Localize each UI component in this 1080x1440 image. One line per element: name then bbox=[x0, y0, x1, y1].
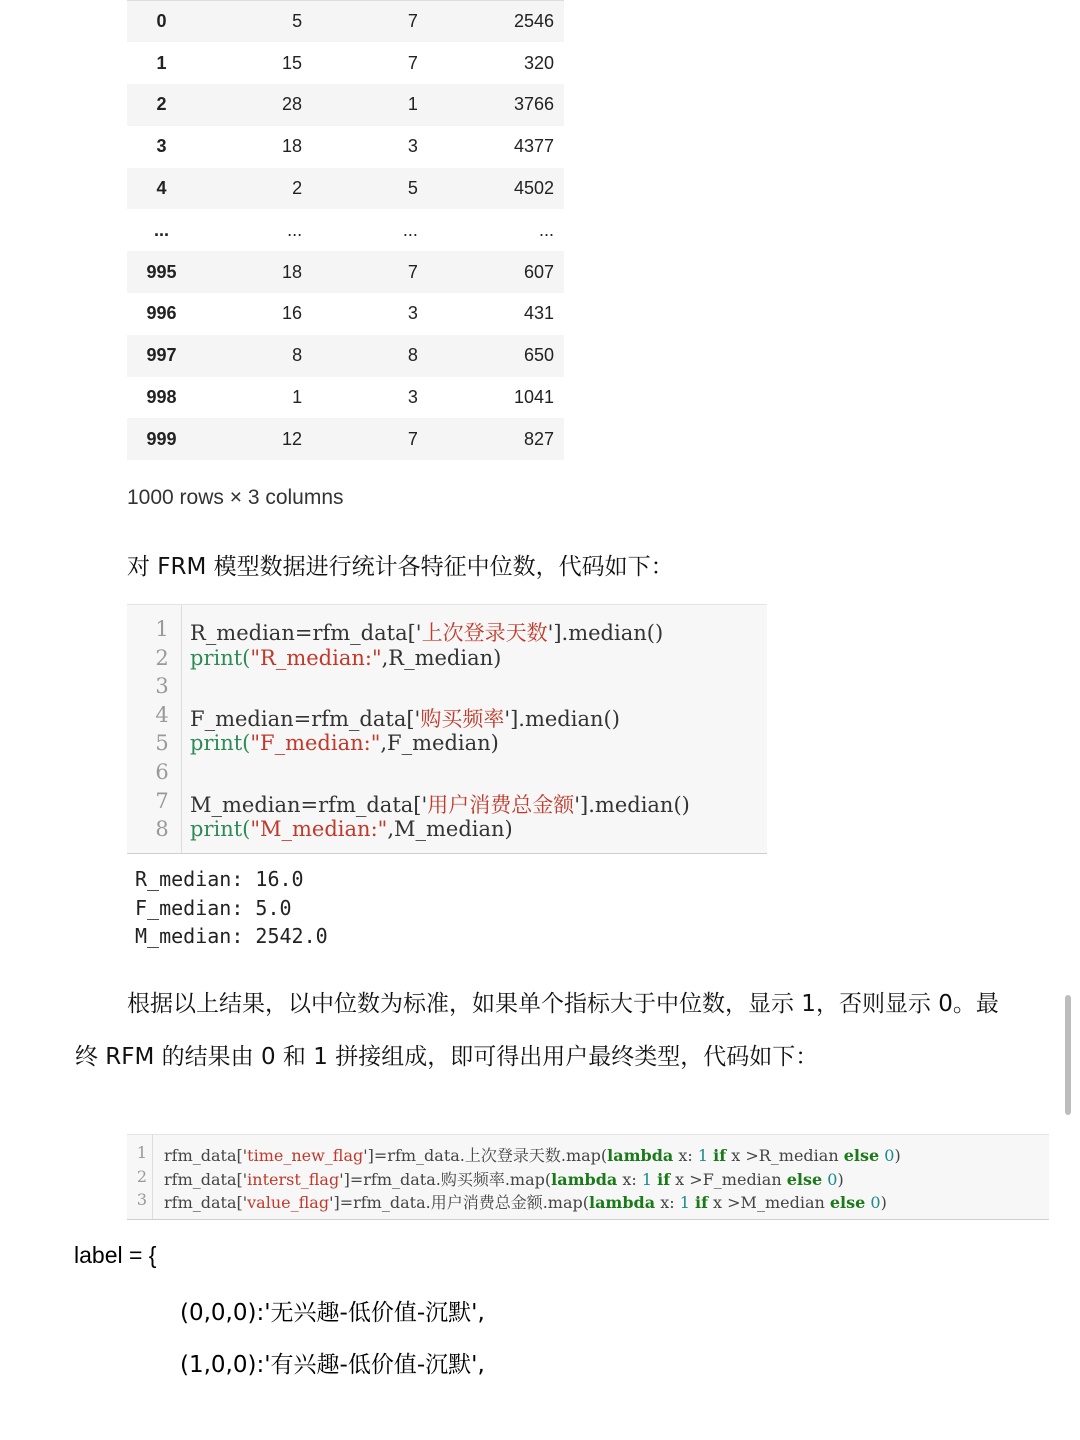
code-text: x: bbox=[655, 1193, 680, 1212]
row-index: 2 bbox=[156, 94, 167, 115]
label-item: (1,0,0):'有兴趣-低价值-沉默', bbox=[180, 1352, 485, 1378]
table-cell: 7 bbox=[407, 52, 418, 73]
table-cell: 18 bbox=[282, 261, 303, 282]
code-line bbox=[190, 617, 663, 647]
line-number: 2 bbox=[155, 645, 169, 670]
code-string: "M_median:" bbox=[250, 817, 388, 842]
table-cell: 7 bbox=[407, 261, 418, 282]
code-text: ']=rfm_data.上次登录天数.map( bbox=[363, 1146, 608, 1165]
row-index: ... bbox=[154, 219, 170, 240]
code-number: 1 bbox=[697, 1146, 709, 1165]
output-line: M_median: 2542.0 bbox=[135, 924, 328, 948]
code-keyword: else bbox=[786, 1169, 823, 1189]
code-keyword: if bbox=[694, 1193, 708, 1212]
table-cell: 15 bbox=[282, 52, 303, 73]
table-cell: 1 bbox=[407, 94, 418, 115]
table-cell: 4502 bbox=[513, 178, 554, 199]
code-string: interst_flag bbox=[247, 1169, 340, 1189]
row-index: 999 bbox=[146, 428, 177, 449]
code-line bbox=[164, 1143, 901, 1166]
label-item: (0,0,0):'无兴趣-低价值-沉默', bbox=[180, 1300, 485, 1326]
code-string: 用户消费总金额 bbox=[427, 792, 575, 817]
code-keyword: if bbox=[657, 1169, 671, 1189]
table-cell: ... bbox=[538, 219, 554, 240]
code-keyword: lambda bbox=[607, 1146, 674, 1165]
line-number: 1 bbox=[155, 617, 169, 641]
table-cell: 3 bbox=[407, 387, 418, 408]
table-row bbox=[127, 1, 564, 43]
dataframe-table bbox=[127, 0, 564, 460]
line-number: 6 bbox=[155, 760, 169, 784]
table-cell: 18 bbox=[282, 136, 303, 157]
line-number: 2 bbox=[136, 1166, 148, 1186]
table-row bbox=[127, 251, 564, 293]
code-number: 0 bbox=[870, 1193, 881, 1212]
table-cell: 7 bbox=[312, 1, 428, 43]
line-number: 8 bbox=[155, 817, 169, 842]
code-string: time_new_flag bbox=[247, 1146, 364, 1165]
table-row bbox=[127, 42, 564, 84]
table-cell: 8 bbox=[407, 345, 418, 366]
code-text: rfm_data[' bbox=[164, 1146, 248, 1165]
code-text: rfm_data[' bbox=[164, 1169, 248, 1189]
row-index: 1 bbox=[156, 52, 167, 73]
code-text: ) bbox=[837, 1169, 844, 1189]
vertical-scrollbar[interactable] bbox=[1065, 995, 1071, 1115]
table-cell: 7 bbox=[407, 428, 418, 449]
code-text: x >R_median bbox=[726, 1146, 844, 1165]
table-cell: 3766 bbox=[513, 94, 554, 115]
row-index: 998 bbox=[146, 387, 177, 408]
code-keyword: else bbox=[829, 1193, 866, 1212]
row-index: 995 bbox=[146, 261, 177, 282]
code-text: ,F_median) bbox=[380, 731, 499, 756]
code-line bbox=[190, 789, 690, 819]
table-cell: 1 bbox=[292, 387, 303, 408]
table-cell: ... bbox=[402, 219, 418, 240]
code-number: 0 bbox=[827, 1169, 838, 1189]
code-number: 1 bbox=[679, 1193, 690, 1212]
code-output bbox=[135, 865, 328, 951]
code-line bbox=[164, 1167, 844, 1190]
output-line: R_median: 16.0 bbox=[135, 867, 304, 891]
code-line bbox=[190, 703, 620, 733]
table-cell: 8 bbox=[292, 345, 303, 366]
table-cell: 431 bbox=[523, 303, 554, 324]
code-line bbox=[190, 817, 513, 841]
table-cell: 12 bbox=[282, 428, 303, 449]
code-text: '].median() bbox=[547, 621, 664, 645]
code-number: 1 bbox=[641, 1169, 653, 1189]
table-cell: 4377 bbox=[513, 136, 554, 157]
code-string: value_flag bbox=[247, 1193, 330, 1212]
code-text: ,M_median) bbox=[387, 817, 513, 842]
table-cell: 28 bbox=[282, 94, 303, 115]
table-cell: 320 bbox=[523, 52, 554, 73]
paragraph-rfm-explanation bbox=[75, 978, 1000, 1084]
paragraph-rfm-text: 根据以上结果，以中位数为标准，如果单个指标大于中位数，显示 1，否则显示 0。最终 RFM 的结果由 0 和 1 拼接组成，即可得出用户最终类型，代码如下： bbox=[75, 991, 999, 1070]
code-text: x: bbox=[617, 1169, 642, 1189]
table-cell: 5 bbox=[196, 1, 312, 43]
code-keyword: lambda bbox=[551, 1169, 618, 1189]
row-index: 997 bbox=[146, 345, 177, 366]
line-number: 4 bbox=[155, 702, 169, 727]
table-row bbox=[127, 168, 564, 210]
code-text: ,R_median) bbox=[381, 645, 502, 670]
code-number: 0 bbox=[884, 1146, 895, 1165]
code-string: 上次登录天数 bbox=[421, 621, 548, 645]
code-block-flags bbox=[127, 1134, 1049, 1220]
table-cell: 1041 bbox=[513, 387, 554, 408]
table-cell: 2 bbox=[292, 178, 303, 199]
code-text: '].median() bbox=[574, 792, 690, 817]
code-keyword: else bbox=[843, 1146, 880, 1165]
row-index: 996 bbox=[146, 303, 177, 324]
dataframe-shape: 1000 rows × 3 columns bbox=[127, 486, 344, 509]
row-index: 0 bbox=[127, 1, 196, 43]
code-text: ) bbox=[880, 1193, 887, 1212]
line-number: 5 bbox=[155, 731, 169, 756]
code-line bbox=[190, 646, 501, 670]
code-text: x: bbox=[673, 1146, 698, 1165]
code-keyword: print( bbox=[190, 645, 251, 670]
code-block-median bbox=[127, 604, 767, 854]
code-keyword: print( bbox=[190, 731, 251, 756]
table-cell: 16 bbox=[282, 303, 303, 324]
output-line: F_median: 5.0 bbox=[135, 895, 292, 920]
code-text: rfm_data[' bbox=[164, 1193, 248, 1212]
code-text: x >F_median bbox=[670, 1169, 787, 1189]
table-cell: 5 bbox=[407, 178, 418, 199]
code-text: ']=rfm_data.用户消费总金额.map( bbox=[329, 1193, 589, 1212]
table-cell: ... bbox=[287, 219, 303, 240]
code-text: ) bbox=[894, 1146, 901, 1165]
code-keyword: lambda bbox=[588, 1193, 656, 1212]
code-line bbox=[190, 731, 499, 755]
paragraph-median-intro: 对 FRM 模型数据进行统计各特征中位数，代码如下： bbox=[127, 554, 674, 580]
line-number: 3 bbox=[136, 1190, 148, 1209]
table-cell: 2546 bbox=[428, 1, 564, 43]
code-string: "R_median:" bbox=[250, 645, 382, 670]
table-row bbox=[127, 209, 564, 251]
code-text: '].median() bbox=[504, 706, 620, 731]
table-cell: 3 bbox=[407, 136, 418, 157]
table-row bbox=[127, 335, 564, 377]
table-row bbox=[127, 418, 564, 460]
line-number-gutter bbox=[127, 605, 182, 853]
table-cell: 3 bbox=[407, 303, 418, 324]
code-string: 购买频率 bbox=[420, 706, 505, 731]
code-text: F_median=rfm_data[' bbox=[190, 706, 421, 731]
code-text: ']=rfm_data.购买频率.map( bbox=[339, 1169, 552, 1189]
code-text: M_median=rfm_data[' bbox=[190, 792, 428, 817]
table-row bbox=[127, 84, 564, 126]
code-keyword: print( bbox=[190, 817, 251, 842]
table-cell: 827 bbox=[523, 428, 554, 449]
label-dict-open: label = { bbox=[74, 1242, 157, 1268]
line-number: 7 bbox=[155, 788, 169, 813]
code-keyword: if bbox=[713, 1146, 727, 1165]
row-index: 4 bbox=[156, 178, 167, 199]
table-cell: 607 bbox=[523, 261, 554, 282]
row-index: 3 bbox=[156, 136, 167, 157]
table-row bbox=[127, 293, 564, 335]
table-row bbox=[127, 126, 564, 168]
code-string: "F_median:" bbox=[250, 731, 381, 756]
line-number: 3 bbox=[155, 674, 169, 699]
code-text: R_median=rfm_data[' bbox=[190, 621, 422, 645]
line-number: 1 bbox=[136, 1143, 148, 1162]
table-cell: 650 bbox=[523, 345, 554, 366]
code-text: x >M_median bbox=[707, 1193, 830, 1212]
code-line bbox=[164, 1190, 887, 1213]
table-row bbox=[127, 377, 564, 419]
